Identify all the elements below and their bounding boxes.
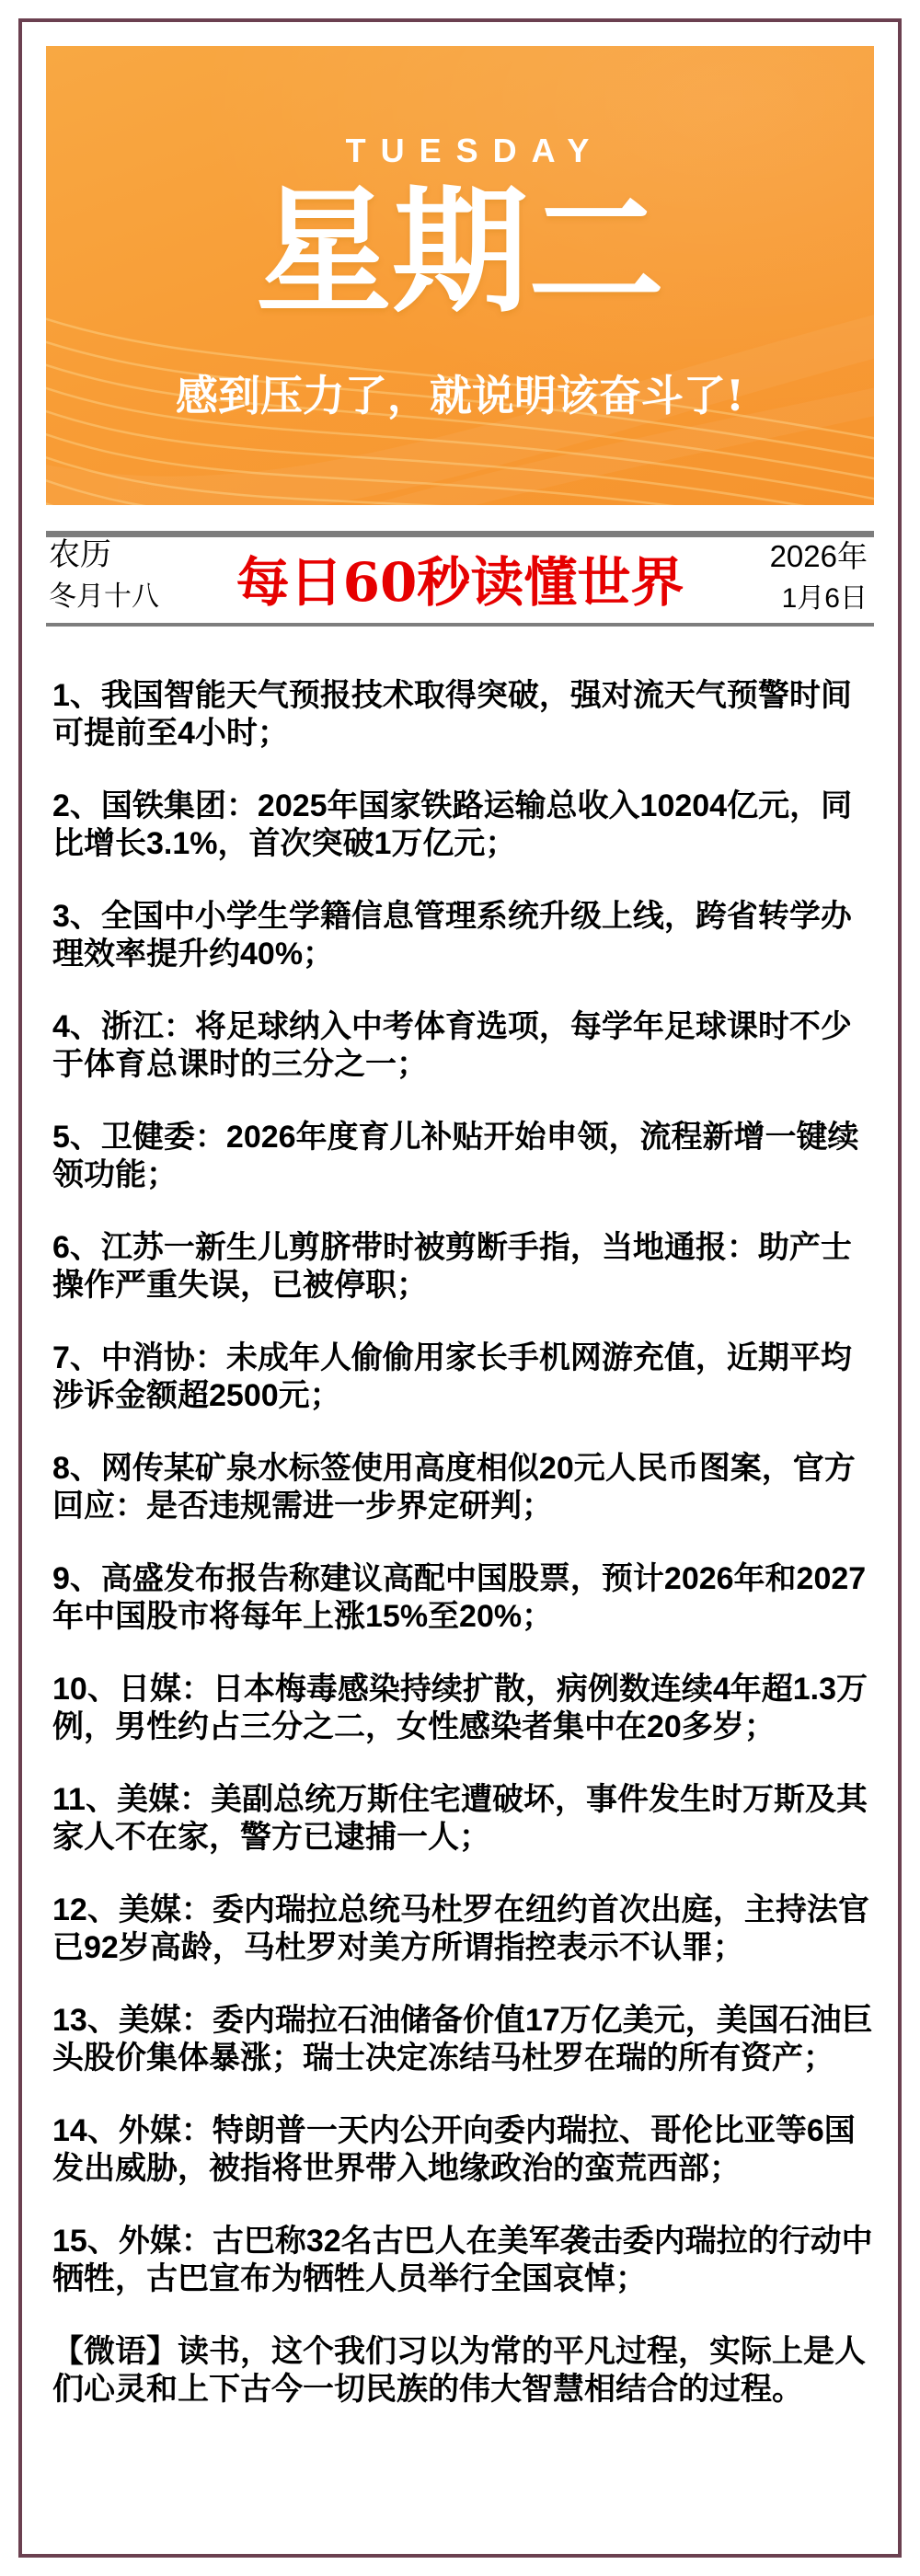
- year-label: 2026年: [769, 539, 868, 573]
- news-item-7: 7、中消协：未成年人偷偷用家长手机网游充值，近期平均涉诉金额超2500元；: [52, 1340, 852, 1413]
- lunar-date: 冬月十八: [49, 581, 159, 612]
- news-item-2: 2、国铁集团：2025年国家铁路运输总收入10204亿元，同比增长3.1%，首次突破1万亿元；: [52, 788, 853, 861]
- bottom-rule: [46, 623, 874, 627]
- news-item-9: 9、高盛发布报告称建议高配中国股票，预计2026年和2027年中国股市将每年上涨15%至20%；: [52, 1561, 867, 1634]
- news-item-14: 14、外媒：特朗普一天内公开向委内瑞拉、哥伦比亚等6国发出威胁，被指将世界带入地缘政治的蛮荒西部；: [52, 2113, 856, 2186]
- news-item-3: 3、全国中小学生学籍信息管理系统升级上线，跨省转学办理效率提升约40%；: [52, 899, 852, 972]
- news-item-6: 6、江苏一新生儿剪脐带时被剪断手指，当地通报：助产士操作严重失误，已被停职；: [52, 1230, 852, 1303]
- news-list: [52, 677, 876, 2409]
- page-title: 每日60秒读懂世界: [236, 551, 684, 614]
- news-item-13: 13、美媒：委内瑞拉石油储备价值17万亿美元，美国石油巨头股价集体暴涨；瑞士决定冻结马杜罗在瑞的所有资产；: [52, 2003, 873, 2076]
- date-label: 1月6日: [781, 583, 868, 614]
- top-rule: [46, 531, 874, 537]
- news-item-15: 15、外媒：古巴称32名古巴人在美军袭击委内瑞拉的行动中牺牲，古巴宣布为牺牲人员举行全国哀悼；: [52, 2224, 873, 2296]
- weekday-banner: [46, 46, 874, 505]
- news-item-5: 5、卫健委：2026年度育儿补贴开始申领，流程新增一键续领功能；: [52, 1120, 859, 1192]
- news-item-12: 12、美媒：委内瑞拉总统马杜罗在纽约首次出庭，主持法官已92岁高龄，马杜罗对美方所谓指控表示不认罪；: [52, 1892, 869, 1965]
- weekday-english: TUESDAY: [345, 132, 604, 169]
- footer-quote: 【微语】读书，这个我们习以为常的平凡过程，实际上是人们心灵和上下古今一切民族的伟大智慧相结合的过程。: [52, 2334, 866, 2407]
- weekday-chinese: 星期二: [256, 171, 664, 331]
- news-item-1: 1、我国智能天气预报技术取得突破，强对流天气预警时间可提前至4小时；: [52, 678, 852, 751]
- news-item-11: 11、美媒：美副总统万斯住宅遭破坏，事件发生时万斯及其家人不在家，警方已逮捕一人；: [52, 1782, 868, 1855]
- news-item-10: 10、日媒：日本梅毒感染持续扩散，病例数连续4年超1.3万例，男性约占三分之二，女性感染者集中在20多岁；: [52, 1672, 868, 1744]
- news-item-4: 4、浙江：将足球纳入中考体育选项，每学年足球课时不少于体育总课时的三分之一；: [52, 1009, 852, 1082]
- banner-slogan: 感到压力了，就说明该奋斗了!: [175, 371, 745, 420]
- lunar-calendar-label: 农历: [49, 537, 111, 572]
- news-item-8: 8、网传某矿泉水标签使用高度相似20元人民币图案，官方回应：是否违规需进一步界定研判；: [52, 1451, 856, 1524]
